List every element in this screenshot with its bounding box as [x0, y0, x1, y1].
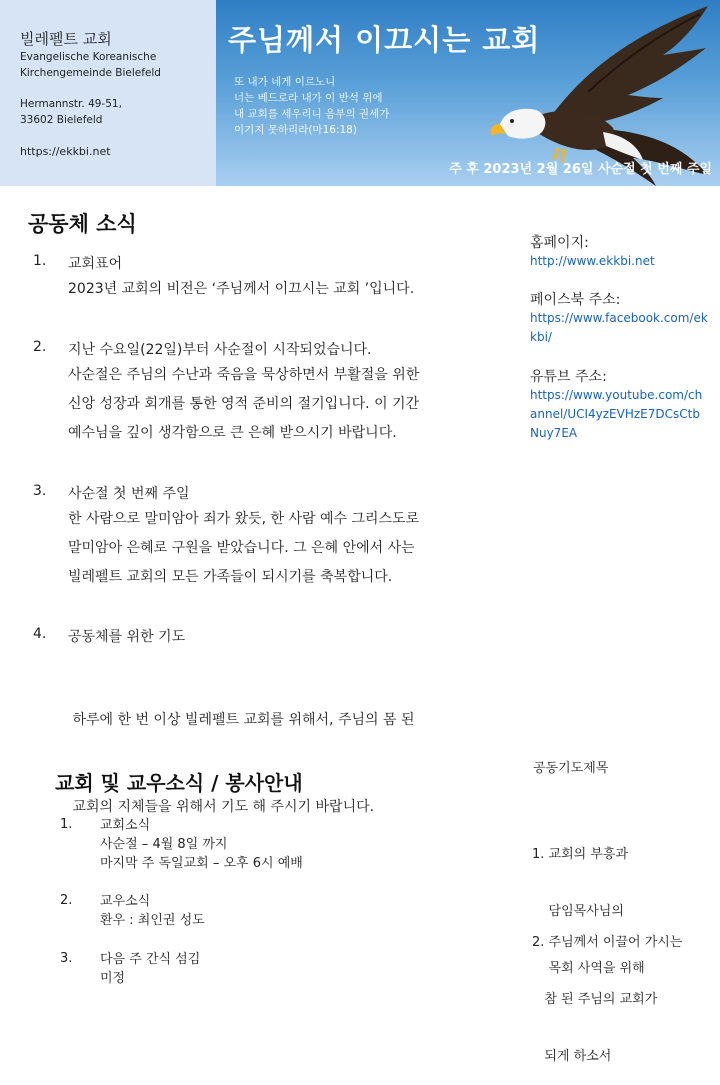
church-news-line: 미정	[100, 971, 126, 986]
church-name: 빌레펠트 교회	[20, 30, 112, 48]
church-address	[20, 96, 122, 128]
news-item-body	[68, 361, 419, 448]
church-news-number: 1.	[60, 817, 73, 832]
news-body-line: 예수님을 깊이 생각함으로 큰 은혜 받으시기 바랍니다.	[68, 425, 397, 441]
homepage-label: 홈페이지:	[530, 235, 589, 251]
church-name-german	[20, 49, 161, 81]
news-item-number: 3.	[33, 483, 47, 499]
church-website[interactable]: https://ekkbi.net	[20, 145, 111, 158]
homepage-link[interactable]: http://www.ekkbi.net	[530, 254, 655, 268]
church-news-item	[100, 816, 303, 873]
news-body-line: 말미암아 은혜로 구원을 받았습니다. 그 은혜 안에서 사는	[68, 540, 415, 556]
church-news-line: 다음 주 간식 섬김	[100, 952, 201, 967]
church-news-line: 마지막 주 독일교회 – 오후 6시 예배	[100, 856, 303, 871]
banner-title: 주님께서 이끄시는 교회	[228, 23, 541, 57]
news-item-number: 1.	[33, 253, 47, 269]
prayer-line: 1. 교회의 부흥과	[532, 847, 629, 862]
church-news-line: 교우소식	[100, 894, 151, 909]
prayer-line: 목회 사역을 위해	[532, 961, 645, 976]
church-news-line: 환우 : 최인권 성도	[100, 913, 205, 928]
prayer-item	[532, 895, 682, 1085]
news-body-line: 신앙 성장과 회개를 통한 영적 준비의 절기입니다. 이 기간	[68, 396, 420, 412]
church-news-number: 2.	[60, 893, 73, 908]
news-item-body	[68, 505, 419, 592]
church-news-item	[100, 950, 200, 988]
facebook-label: 페이스북 주소:	[530, 292, 621, 308]
facebook-link[interactable]: https://www.facebook.com/ekkbi/	[530, 311, 708, 344]
news-item-title: 공동체를 위한 기도	[68, 629, 186, 645]
news-body-line: 한 사람으로 말미암아 죄가 왔듯, 한 사람 예수 그리스도로	[68, 511, 420, 527]
banner	[216, 0, 720, 186]
verse-line: 너는 베드로라 내가 이 반석 위에	[234, 92, 383, 104]
church-news-number: 3.	[60, 951, 73, 966]
service-date: 주 후 2023년 2월 26일 사순절 첫 번째 주일	[449, 162, 712, 177]
verse-line: 내 교회를 세우리니 음부의 권세가	[234, 108, 390, 120]
church-name-german-line: Kirchengemeinde Bielefeld	[20, 67, 161, 79]
church-name-german-line: Evangelische Koreanische	[20, 51, 157, 63]
news-item-body	[68, 275, 414, 304]
church-info-panel	[0, 0, 216, 186]
news-item-title: 사순절 첫 번째 주일	[68, 486, 190, 502]
news-item-number: 2.	[33, 339, 47, 355]
prayer-line: 담임목사님의	[532, 904, 624, 919]
prayer-line: 되게 하소서	[532, 1049, 612, 1064]
news-body-line: 사순절은 주님의 수난과 죽음을 묵상하면서 부활절을 위한	[68, 367, 420, 383]
news-body-line: 2023년 교회의 비전은 ‘주님께서 이끄시는 교회 ’입니다.	[68, 281, 415, 297]
verse-line: 이기지 못하리라(마16:18)	[234, 124, 357, 136]
scripture-verse	[234, 74, 389, 138]
news-body-line: 빌레펠트 교회의 모든 가족들이 되시기를 축복합니다.	[68, 569, 393, 585]
verse-line: 또 내가 네게 이르노니	[234, 76, 336, 88]
prayer-line: 2. 주님께서 이끌어 가시는	[532, 935, 683, 950]
prayer-topics-title: 공동기도제목	[533, 761, 609, 776]
church-news-line: 교회소식	[100, 818, 151, 833]
address-line: 33602 Bielefeld	[20, 114, 103, 126]
prayer-line: 참 된 주님의 교회가	[532, 992, 658, 1007]
news-item-number: 4.	[33, 626, 47, 642]
church-news-line: 사순절 – 4월 8일 까지	[100, 837, 228, 852]
youtube-label: 유튜브 주소:	[530, 369, 607, 385]
church-news-heading: 교회 및 교우소식 / 봉사안내	[55, 771, 303, 795]
news-item-title: 교회표어	[68, 256, 123, 272]
youtube-link[interactable]: https://www.youtube.com/channel/UCI4yzEVHzE7DCsCtbNuy7EA	[530, 388, 703, 440]
address-line: Hermannstr. 49-51,	[20, 98, 122, 110]
community-news-heading: 공동체 소식	[28, 212, 137, 236]
church-news-item	[100, 892, 205, 930]
news-body-line: 하루에 한 번 이상 빌레펠트 교회를 위해서, 주님의 몸 된	[68, 712, 415, 728]
news-item-title: 지난 수요일(22일)부터 사순절이 시작되었습니다.	[68, 342, 372, 358]
news-body-line: 교회의 지체들을 위해서 기도 해 주시기 바랍니다.	[68, 799, 375, 815]
